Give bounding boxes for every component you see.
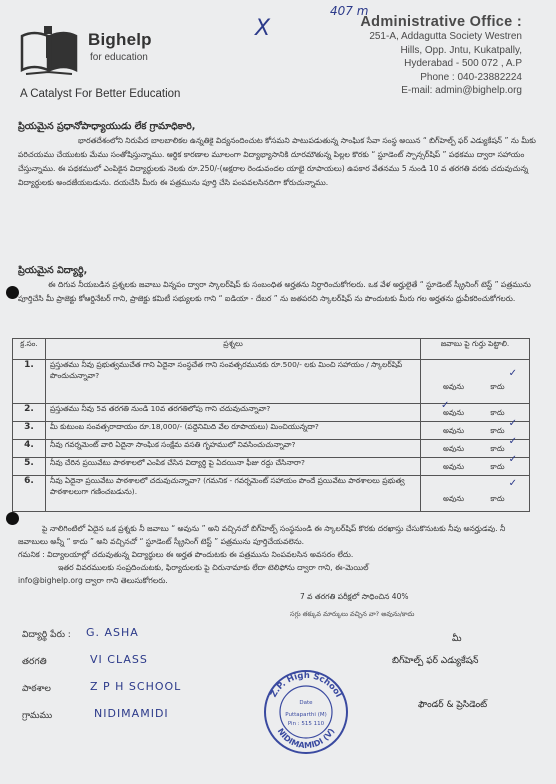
question-text: నీవు చేరిన ప్రయివేటు పాఠశాలలో ఎంపిక చేసిన విద్యార్థి పై ఏదయినా ఫీజు రద్దు చేసినారా? (46, 458, 421, 476)
answer-cell (421, 454, 530, 476)
stamp-date-text: Date (299, 700, 313, 706)
handwritten-tick-icon: ✓ (508, 418, 517, 429)
question-text: నీవు ఏదైనా ప్రయివేటు పాఠశాలలో చదువుచున్నావా? (గమనిక - గవర్నమెంట్ సహాయం పొందే ప్రయివేటు పాఠశాలలు ప్రభుత్వ పాఠశాలలుగా గణించబడును). (46, 476, 421, 512)
answer-no-option[interactable]: కాదు (490, 426, 505, 435)
address-line: Hyderabad - 500 072 , A.P (404, 58, 522, 69)
bighelp-logo (18, 22, 218, 82)
address-line: Hills, Opp. Jntu, Kukatpally, (400, 44, 522, 56)
row-number: 4. (13, 440, 46, 458)
phone-line: Phone : 040-23882224 (420, 71, 522, 83)
letter-section-3 (18, 522, 536, 587)
handwritten-tick-icon: ✓ (508, 454, 517, 465)
answer-no-option[interactable]: కాదు (490, 462, 505, 471)
table-row (13, 360, 530, 404)
row-number: 6. (13, 476, 46, 512)
answer-yes-option[interactable]: అవును (443, 382, 465, 391)
tagline: A Catalyst For Better Education (20, 88, 181, 100)
handwritten-tick-icon: ✓ (441, 400, 450, 411)
email-contact-line: info@bighelp.org ద్వారా గాని తెలుసుకోగలరు. (18, 576, 168, 585)
answer-cell (421, 360, 530, 404)
class-label: తరగతి (22, 657, 47, 667)
answer-no-option[interactable]: కాదు (490, 494, 505, 503)
marks-question-line: సగ్గు తక్కువ మార్కులు వచ్చిన వా? అవును/కాదు (290, 610, 415, 618)
stamp-bottom-text: NIDIMAMIDI (V) (275, 726, 337, 751)
paragraph-eligibility-rule: పై నాలిగింటిలో ఏదైన ఒక ప్రశ్నకు నీ జవాబు “ అవును ” అని వచ్చినచో బిగ్‌హెల్ప్ సంస్థనుండి ఈ స్కాలర్‌షిప్ కొరకు దరఖాస్తు చేసుకొనుటకు నీవు అనర్హుడవు. నీ జవాబులు అన్నీ “ కాదు ” అని వచ్చినచో “ స్టూడెంట్ స్క్రీనింగ్ టెస్ట్ ” పత్రమును పూర్తిచేయవలెను. (18, 524, 506, 546)
school-seal-stamp (262, 668, 350, 756)
answer-yes-option[interactable]: అవును (443, 444, 465, 453)
answer-yes-option[interactable]: అవును (443, 426, 465, 435)
answer-yes-option[interactable]: అవును (443, 462, 465, 471)
handwritten-cross-mark: X (255, 16, 271, 41)
answer-no-option[interactable]: కాదు (490, 408, 505, 417)
stamp-top-text: Z.P. High School (268, 670, 344, 700)
table-row (13, 476, 530, 512)
answer-no-option[interactable]: కాదు (490, 382, 505, 391)
table-row (13, 404, 530, 422)
paragraph-intro: భారతదేశంలోని నిరుపేద బాలబాలికల ఉన్నతికై విద్యనందించుట కోసమని పాటుపడుతున్న సాంఘిక సేవా సంస్థ అయిన “ బిగ్‌హెల్ప్ ఫర్ ఎడ్యుకేషన్ ” ను మీకు పరిచయము చేయుటకు మేము సంతోషిస్తున్నాము. ఆర్థిక కారణాల మూలంగా విద్యాభ్యాసానికి దూరమౌతున్న పిల్లల కొరకు “ స్టూడెంట్ స్పాన్సర్‌షిప్ ” పథకము ద్వారా సహాయం చేస్తున్నాము. ఈ పథకములో ఎంపికైన విద్యార్థులకు నెలకు రూ.250/-(అక్షరాల రెండువందల యాభై రూపాయలు) ఉపకార వేతనము 5 నుండి 10 వ తరగతి వరకు చదువుచున్న విద్యార్థులకు అందజేయబడును. దయచేసి మీరు ఈ పత్రమును పూర్తి చేసి పంపవలసినదిగా కోరుచున్నాము. (18, 136, 536, 187)
salutation-student: ప్రియమైన విద్యార్థి, (18, 265, 88, 276)
answer-cell (421, 476, 530, 512)
table-row (13, 458, 530, 476)
village-value: NIDIMAMIDI (94, 707, 169, 720)
question-text: నీవు గవర్నమెంట్ వారి ఏదైనా సాంఘిక సంక్షేమ వసతి గృహములో నివసించుచున్నావా? (46, 440, 421, 458)
question-text: ప్రస్తుతము నీవు 5వ తరగతి నుండి 10వ తరగతిలోపు గాని చదువుచున్నావా? (46, 404, 421, 422)
question-text: ప్రస్తుతము నీవు ప్రభుత్వముచేత గాని ఏదైనా సంస్థచేత గాని సంవత్సరమునకు రూ.500/- లకు మించి సహాయం / స్కాలర్‌షిప్ పొందుచున్నావా? (46, 360, 421, 404)
answer-no-option[interactable]: కాదు (490, 444, 505, 453)
book-logo-icon (18, 22, 80, 78)
closing-regards: మీ (452, 634, 462, 644)
paragraph-instructions: ఈ దిగువ నీయబడిన ప్రశ్నలకు జవాబు విన్నపం ద్వారా స్కాలర్‌షిప్ కు సంబంధిత అర్హతను నిర్ధారించుకోగలరు. ఒక వేళ అర్హులైతే “ స్టూడెంట్ స్క్రీనింగ్ టెస్ట్ ” పత్రమును పూర్తిచేసి మీ ప్రాజెక్టు కోఆర్డినేటర్ గాని, ప్రాజెక్టు కమిటీ సభ్యులకు గాని “ ఐడియా - దేబర ” ను జతపరచి స్కాలర్‌షిప్ ను పొందుటకు మీరు గల అర్హతను ధ్రువీకరించుకోగలరు. (18, 280, 531, 303)
note-line: గమనిక : విద్యాలయాల్లో చదువుతున్న విద్యార్థులు ఈ అర్హత పొందుటకు ఈ పత్రమును నింపవలసిన అవసరం లేదు. (18, 550, 354, 559)
administrative-office-block (312, 14, 522, 98)
paragraph-contact: ఇతర వివరములకు సంప్రదించుటకు, ఫిర్యాదులకు పై చిరునామాకు లేదా టెలిఫోను ద్వారా గాని, ఈ-మెయిల్ (58, 563, 369, 572)
class-value: VI CLASS (90, 653, 148, 666)
brand-name: Bighelp (88, 30, 152, 49)
school-label: పాఠశాల (22, 684, 51, 694)
handwritten-tick-icon: ✓ (508, 436, 517, 447)
brand-subtitle: for education (90, 52, 148, 63)
table-row (13, 440, 530, 458)
email-line: E-mail: admin@bighelp.org (401, 85, 522, 96)
question-text: మీ కుటుంబ సంవత్సరాదాయం రూ.18,000/- (పద్దెనిమిది వేల రూపాయలు) మించియున్నదా? (46, 422, 421, 440)
stamp-pin-text: Pin : 515 110 (287, 721, 325, 727)
handwritten-tick-icon: ✓ (508, 478, 517, 489)
row-number: 2. (13, 404, 46, 422)
handwritten-top-note: 407 m (330, 4, 369, 18)
salutation-headmaster: ప్రియమైన ప్రధానోపాధ్యాయుడు లేక గ్రామాధికారి, (18, 121, 196, 132)
svg-text:Z.P. High School (269, 671, 343, 699)
stamp-mandal-text: Puttaparthi (M) (285, 712, 327, 718)
answer-yes-option[interactable]: అవును (443, 408, 465, 417)
founder-president-title: ఫౌండర్ & ప్రెసిడెంట్ (418, 700, 488, 710)
organization-signature: బిగ్‌హెల్ప్ ఫర్ ఎడ్యుకేషన్ (392, 656, 479, 666)
punch-hole (6, 286, 19, 299)
answer-yes-option[interactable]: అవును (443, 494, 465, 503)
student-name-value: G. ASHA (86, 626, 139, 639)
handwritten-tick-icon: ✓ (508, 368, 517, 379)
village-label: గ్రామము (22, 711, 53, 721)
row-number: 5. (13, 458, 46, 476)
row-number: 3. (13, 422, 46, 440)
table-row (13, 422, 530, 440)
school-value: Z P H SCHOOL (90, 680, 182, 693)
office-title: Administrative Office : (360, 14, 522, 30)
student-name-label: విద్యార్థి పేరు : (22, 630, 71, 640)
letter-section-2 (18, 264, 536, 306)
eligibility-questions-table (12, 338, 530, 512)
column-header-number: క్ర.సం. (13, 339, 46, 360)
address-line: 251-A, Addagutta Society Westren (369, 31, 522, 42)
column-header-answer: జవాబు పై గుర్తు పెట్టాలి. (421, 339, 530, 360)
letter-section-1 (18, 120, 536, 190)
column-header-questions: ప్రశ్నలు (46, 339, 421, 360)
row-number: 1. (13, 360, 46, 404)
handwritten-percentage-note: 7 వ తరగతి పరీక్షలో సాధించిన 40% (300, 592, 409, 601)
